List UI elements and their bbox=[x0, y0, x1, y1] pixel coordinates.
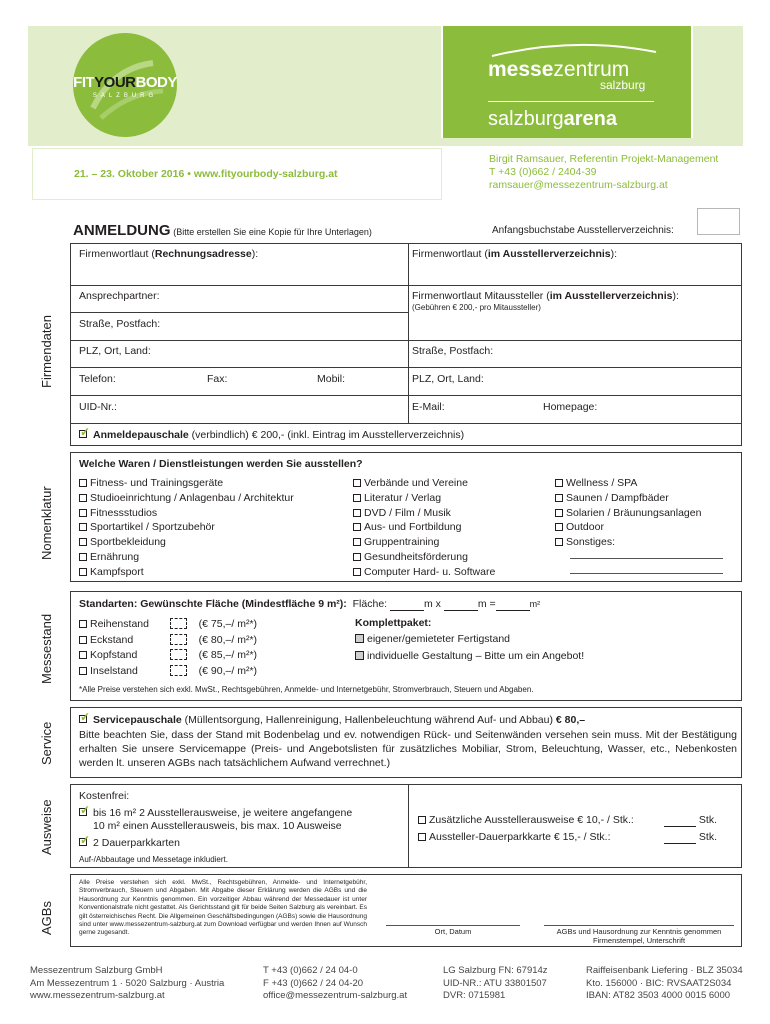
stand-type-option[interactable]: Eckstand (€ 80,–/ m²*) bbox=[79, 633, 257, 649]
free-label: Kostenfrei: bbox=[79, 790, 130, 802]
form-title-note: (Bitte erstellen Sie eine Kopie für Ihre Unterlagen) bbox=[173, 227, 372, 237]
co-exhibitor-note: (Gebühren € 200,- pro Mitaussteller) bbox=[412, 303, 541, 312]
logo-body: BODY bbox=[135, 74, 177, 91]
co-exhibitor-field[interactable]: Firmenwortlaut Mitaussteller (im Ausstellerverzeichnis): bbox=[412, 290, 679, 302]
city-right-field[interactable]: PLZ, Ort, Land: bbox=[412, 373, 484, 385]
footer-col-2: T +43 (0)662 / 24 04-0 F +43 (0)662 / 24 04-20 office@messezentrum-salzburg.at bbox=[263, 965, 408, 1001]
logo-your: YOUR bbox=[94, 74, 136, 91]
directory-name-field[interactable]: Firmenwortlaut (im Ausstellerverzeichnis): bbox=[412, 248, 618, 260]
section-label-nomenklatur: Nomenklatur bbox=[39, 486, 54, 560]
stand-types bbox=[79, 617, 257, 679]
arena-bold: arena bbox=[563, 108, 617, 130]
free-passes-cont: 10 m² einen Ausstellerausweis, bis max. 10 Ausweise bbox=[93, 820, 342, 832]
section-label-agbs: AGBs bbox=[39, 901, 54, 935]
header-right-band bbox=[693, 26, 743, 138]
contact-block bbox=[489, 153, 718, 192]
goods-col-2 bbox=[353, 476, 495, 580]
footer-col-4: Raiffeisenbank Liefering · BLZ 35034 Kto. 156000 · BIC: RVSAAT2S034 IBAN: AT82 3503 4000 0015 6000 bbox=[586, 965, 743, 1001]
extra-passes-qty[interactable]: Stk. bbox=[664, 814, 717, 827]
goods-option[interactable]: Kampfsport bbox=[79, 565, 294, 580]
event-dates: 21. – 23. Oktober 2016 • www.fityourbody-salzburg.at bbox=[74, 168, 338, 180]
checked-checkbox-icon: ✓ bbox=[80, 710, 91, 724]
messezentrum-sub: salzburg bbox=[600, 78, 646, 92]
footer-col-1: Messezentrum Salzburg GmbH Am Messezentrum 1 · 5020 Salzburg · Austria www.messezentrum-salzburg.at bbox=[30, 965, 225, 1001]
ausweise-note: Auf-/Abbautage und Messetage inkludiert. bbox=[79, 855, 228, 864]
free-passes-checkbox[interactable]: ✓ bis 16 m² 2 Ausstellerausweise, je weitere angefangene bbox=[80, 803, 353, 819]
arena-wordmark bbox=[488, 108, 617, 131]
logo-fit: FIT bbox=[73, 74, 95, 91]
footer-col-3: LG Salzburg FN: 67914z UID-NR.: ATU 33801507 DVR: 0715981 bbox=[443, 965, 548, 1001]
goods-option[interactable]: Fitness- und Trainingsgeräte bbox=[79, 476, 294, 491]
fax-field[interactable]: Fax: bbox=[207, 373, 228, 385]
stand-width-input[interactable] bbox=[390, 598, 424, 611]
place-date-label: Ort, Datum bbox=[434, 927, 472, 936]
package-title: Komplettpaket: bbox=[355, 617, 432, 629]
letter-input[interactable] bbox=[697, 208, 740, 235]
goods-option[interactable]: Outdoor bbox=[555, 520, 701, 535]
phone-field[interactable]: Telefon: bbox=[79, 373, 116, 385]
email-field[interactable]: E-Mail: bbox=[412, 401, 445, 413]
arena-light: salzburg bbox=[488, 108, 564, 130]
street-right-field[interactable]: Straße, Postfach: bbox=[412, 345, 494, 357]
billing-name-field[interactable]: Firmenwortlaut (Rechnungsadresse): bbox=[79, 248, 259, 260]
agbs-text: Alle Preise verstehen sich exkl. MwSt., Rechtsgebühren, Anmelde- und Internetgebühr, Stromverbrauch, Steuern und Abgaben. Mit Abgabe dieser Erklärung werden die AGBs und die Hausordnung zur Kenntnis genommen. Ein vorzeitiger Abbau während der Messedauer ist unter Konventionalstrafe nicht gestattet. Als Gerichtsstand gilt für beide Seiten Salzburg als vereinbart. Es gilt österreichisches Recht. Die Allgemeinen Geschäftsbedingungen (AGBs) sowie die Hausordnung sind unter www.messezentrum-salzburg.at zum Download verfügbar und werden Ihnen auf Wunsch gerne zugesandt. bbox=[79, 879, 367, 937]
section-label-ausweise: Ausweise bbox=[39, 799, 54, 855]
goods-col-1 bbox=[79, 476, 294, 580]
goods-option[interactable]: Gesundheitsförderung bbox=[353, 550, 495, 565]
stand-area-input[interactable] bbox=[496, 598, 530, 611]
uid-field[interactable]: UID-Nr.: bbox=[79, 401, 117, 413]
goods-option[interactable]: Ernährung bbox=[79, 550, 294, 565]
goods-option[interactable]: Gruppentraining bbox=[353, 535, 495, 550]
stand-type-option[interactable]: Reihenstand (€ 75,–/ m²*) bbox=[79, 617, 257, 633]
goods-option[interactable]: Sportartikel / Sportzubehör bbox=[79, 520, 294, 535]
stand-title: Standarten: Gewünschte Fläche (Mindestfläche 9 m²): Fläche: m x m = m² bbox=[79, 598, 541, 610]
stand-type-option[interactable]: Inselstand (€ 90,–/ m²*) bbox=[79, 664, 257, 680]
header-bottom-band bbox=[28, 138, 743, 146]
other-input-line-1[interactable] bbox=[570, 558, 723, 559]
street-left-field[interactable]: Straße, Postfach: bbox=[79, 318, 161, 330]
extra-parking-checkbox[interactable]: Aussteller-Dauerparkkarte € 15,- / Stk.: bbox=[418, 831, 611, 843]
goods-option[interactable]: Sonstiges: bbox=[555, 535, 701, 550]
stand-depth-input[interactable] bbox=[444, 598, 478, 611]
contact-phone: T +43 (0)662 / 2404-39 bbox=[489, 166, 597, 178]
signature-label-1: AGBs und Hausordnung zur Kenntnis genommen bbox=[556, 927, 722, 936]
signature-line[interactable] bbox=[544, 925, 734, 926]
messe-bold: messe bbox=[488, 58, 554, 81]
contact-email[interactable]: ramsauer@messezentrum-salzburg.at bbox=[489, 179, 668, 191]
extra-passes-checkbox[interactable]: Zusätzliche Ausstellerausweise € 10,- / Stk.: bbox=[418, 814, 634, 826]
letter-label: Anfangsbuchstabe Ausstellerverzeichnis: bbox=[492, 225, 674, 236]
package-option[interactable]: individuelle Gestaltung – Bitte um ein Angebot! bbox=[355, 650, 584, 662]
city-left-field[interactable]: PLZ, Ort, Land: bbox=[79, 345, 151, 357]
form-title bbox=[73, 222, 372, 239]
signature-label-2: Firmenstempel, Unterschrift bbox=[592, 936, 686, 945]
contact-name: Birgit Ramsauer, Referentin Projekt-Management bbox=[489, 153, 719, 165]
section-label-service: Service bbox=[39, 721, 54, 765]
price-note: *Alle Preise verstehen sich exkl. MwSt., Rechtsgebühren, Anmelde- und Internetgebühr, Stromverbrauch, Steuern und Abgaben. bbox=[79, 685, 534, 694]
goods-option[interactable]: Verbände und Vereine bbox=[353, 476, 495, 491]
goods-option[interactable]: Sportbekleidung bbox=[79, 535, 294, 550]
goods-option[interactable]: Fitnessstudios bbox=[79, 506, 294, 521]
extra-parking-qty[interactable]: Stk. bbox=[664, 831, 717, 844]
form-title-main: ANMELDUNG bbox=[73, 222, 171, 239]
package-option[interactable]: eigener/gemieteter Fertigstand bbox=[355, 633, 510, 645]
goods-col-3 bbox=[555, 476, 701, 550]
place-date-line[interactable] bbox=[386, 925, 520, 926]
logo-city: SALZBURG bbox=[92, 93, 158, 99]
goods-option[interactable]: Aus- und Fortbildung bbox=[353, 520, 495, 535]
goods-option[interactable]: Wellness / SPA bbox=[555, 476, 701, 491]
firmendaten-box bbox=[70, 243, 742, 446]
logo-divider bbox=[488, 101, 654, 102]
checked-checkbox-icon: ✓ bbox=[80, 425, 91, 439]
goods-option[interactable]: Saunen / Dampfbäder bbox=[555, 491, 701, 506]
service-fee-checkbox[interactable]: ✓ Servicepauschale (Müllentsorgung, Hallenreinigung, Hallenbeleuchtung während Auf- und Abbau) € 80,– bbox=[80, 710, 586, 726]
goods-option[interactable]: DVD / Film / Musik bbox=[353, 506, 495, 521]
goods-question: Welche Waren / Dienstleistungen werden Sie ausstellen? bbox=[79, 458, 363, 470]
goods-option[interactable]: Literatur / Verlag bbox=[353, 491, 495, 506]
checked-checkbox-icon: ✓ bbox=[80, 803, 91, 817]
stand-type-option[interactable]: Kopfstand (€ 85,–/ m²*) bbox=[79, 648, 257, 664]
logo-swoosh-icon bbox=[490, 40, 660, 60]
contact-person-field[interactable]: Ansprechpartner: bbox=[79, 290, 160, 302]
fityourbody-logo bbox=[73, 33, 177, 137]
registration-fee-checkbox[interactable]: ✓ Anmeldepauschale (verbindlich) € 200,- (inkl. Eintrag im Ausstellerverzeichnis) bbox=[80, 425, 465, 441]
section-label-firmendaten: Firmendaten bbox=[39, 315, 54, 388]
section-label-messestand: Messestand bbox=[39, 613, 54, 684]
messe-light: zentrum bbox=[553, 58, 630, 81]
goods-option[interactable]: Solarien / Bräunungsanlagen bbox=[555, 506, 701, 521]
homepage-field[interactable]: Homepage: bbox=[543, 401, 598, 413]
goods-option[interactable]: Studioeinrichtung / Anlagenbau / Architektur bbox=[79, 491, 294, 506]
checked-checkbox-icon: ✓ bbox=[80, 833, 91, 847]
other-input-line-2[interactable] bbox=[570, 573, 723, 574]
service-text: Bitte beachten Sie, dass der Stand mit Bodenbelag und ev. notwendigen Rück- und Seitenwänden versehen sein muss. Mit der Bestätigung erhalten Sie unsere Servicemappe (Preis- und Angebotslisten für zusätzliches Mobiliar, Strom, Beleuchtung, Wasser, etc., Nebenkosten werden lt. unseren AGBs nach tatsächlichem Aufwand verrechnet.) bbox=[79, 729, 737, 769]
mobile-field[interactable]: Mobil: bbox=[317, 373, 346, 385]
goods-option[interactable]: Computer Hard- u. Software bbox=[353, 565, 495, 580]
free-parking-checkbox[interactable]: ✓ 2 Dauerparkkarten bbox=[80, 833, 180, 849]
